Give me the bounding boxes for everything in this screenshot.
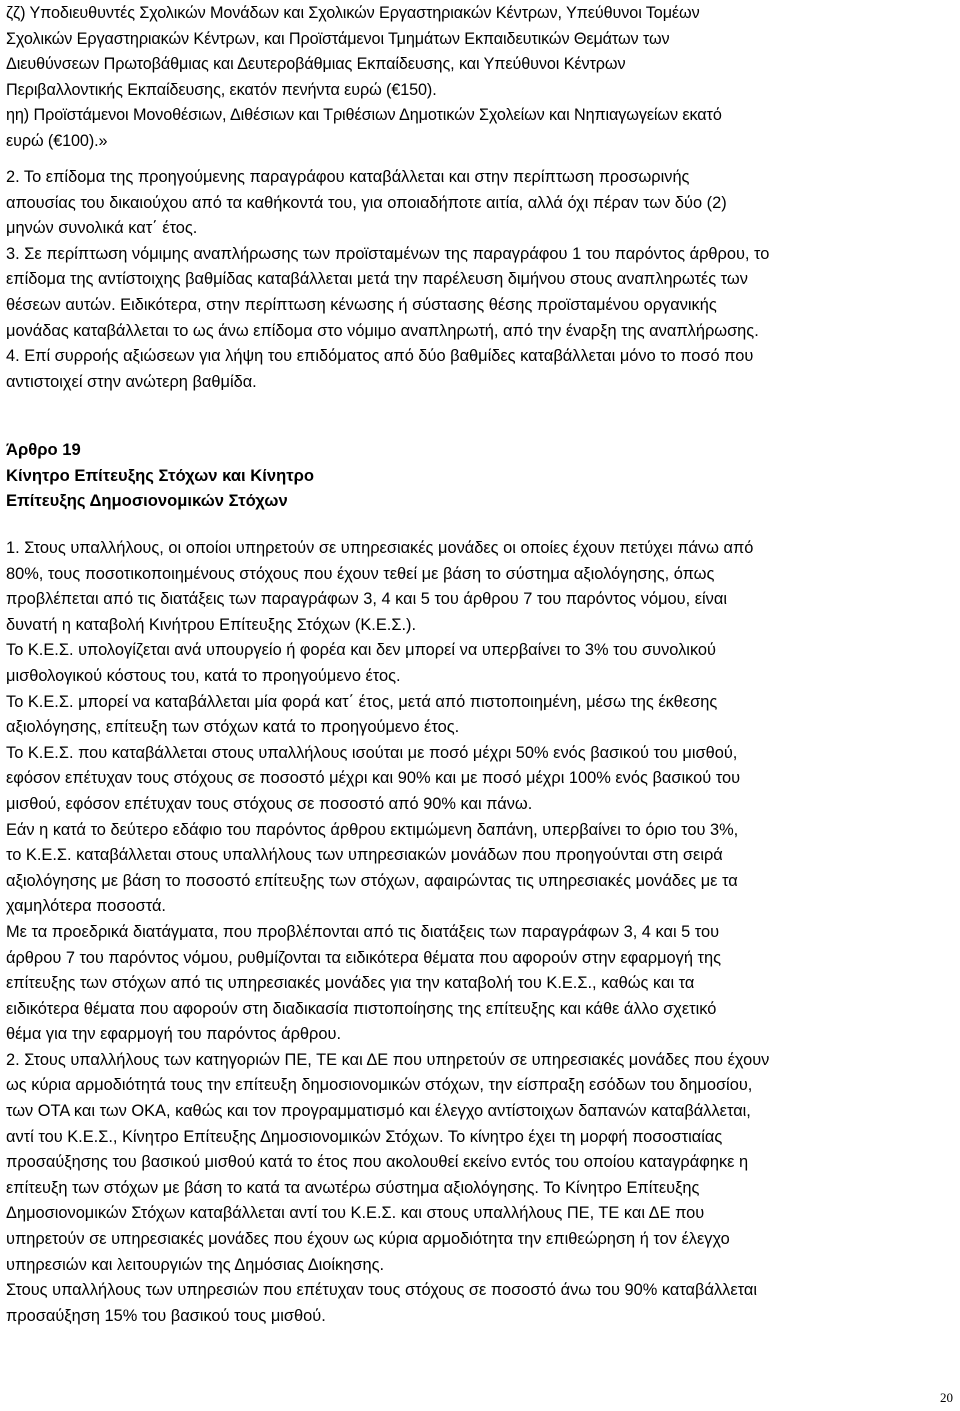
page-number: 20 xyxy=(940,1390,953,1405)
text-line: επίτευξη των στόχων με βάση το κατά τα ανωτέρω σύστημα αξιολόγησης. Το Κίνητρο Επίτευξης xyxy=(6,1178,700,1197)
intro-text xyxy=(6,1,956,155)
text-line: απουσίας του δικαιούχου από τα καθήκοντά του, για οποιαδήποτε αιτία, αλλά όχι πέραν των δύο (2) xyxy=(6,193,727,212)
text-line: Δημοσιονομικών Στόχων καταβάλλεται αντί του Κ.Ε.Σ. και στους υπαλλήλους ΠΕ, ΤΕ και ΔΕ που xyxy=(6,1204,705,1223)
text-line: 80%, τους ποσοτικοποιημένους στόχους που έχουν τεθεί με βάση το σύστημα αξιολόγησης, όπως xyxy=(6,564,715,583)
article-heading xyxy=(6,437,956,514)
text-line: Περιβαλλοντικής Εκπαίδευσης, εκατόν πενήντα ευρώ (€150). xyxy=(6,80,437,99)
text-line: δυνατή η καταβολή Κινήτρου Επίτευξης Στόχων (Κ.Ε.Σ.). xyxy=(6,615,417,634)
text-line: προσαύξηση 15% του βασικού τους μισθού. xyxy=(6,1306,326,1325)
text-line: ηη) Προϊστάμενοι Μονοθέσιων, Διθέσιων και Τριθέσιων Δημοτικών Σχολείων και Νηπιαγωγείων εκατό xyxy=(6,106,722,125)
text-line: μισθού, εφόσον επέτυχαν τους στόχους σε ποσοστό από 90% και πάνω. xyxy=(6,794,533,813)
text-line: Το Κ.Ε.Σ. υπολογίζεται ανά υπουργείο ή φορέα και δεν μπορεί να υπερβαίνει το 3% του συνολικού xyxy=(6,641,717,660)
text-line: 1. Στους υπαλλήλους, οι οποίοι υπηρετούν σε υπηρεσιακές μονάδες οι οποίες έχουν πετύχει πάνω από xyxy=(6,539,754,557)
text-line: το Κ.Ε.Σ. καταβάλλεται στους υπαλλήλους των υπηρεσιακών μονάδων που προηγούνται στη σειρά xyxy=(6,846,723,865)
text-line: 4. Επί συρροής αξιώσεων για λήψη του επιδόματος από δύο βαθμίδες καταβάλλεται μόνο το ποσό που xyxy=(6,347,754,366)
text-line: ως κύρια αρμοδιότητά τους την επίτευξη δημοσιονομικών στόχων, την είσπραξη εσόδων του δημοσίου, xyxy=(6,1076,753,1095)
text-line: θέμα για την εφαρμογή του παρόντος άρθρου. xyxy=(6,1025,342,1044)
text-line: επίτευξης των στόχων από τις υπηρεσιακές μονάδες για την καταβολή του Κ.Ε.Σ., καθώς και τα xyxy=(6,974,695,993)
text-line: Σχολικών Εργαστηριακών Κέντρων, και Προϊστάμενοι Τμημάτων Εκπαιδευτικών Θεμάτων των xyxy=(6,29,670,48)
article-title-line: Κίνητρο Επίτευξης Στόχων και Κίνητρο xyxy=(6,465,315,485)
article-title-line: Επίτευξης Δημοσιονομικών Στόχων xyxy=(6,491,288,511)
article-number: Άρθρο 19 xyxy=(6,440,81,459)
text-line: αξιολόγησης με βάση το ποσοστό επίτευξης των στόχων, αφαιρώντας τις υπηρεσιακές μονάδες με τα xyxy=(6,871,738,890)
text-line: Το Κ.Ε.Σ. μπορεί να καταβάλλεται μία φορά κατ΄ έτος, μετά από πιστοποιημένη, μέσω της έκθεσης xyxy=(6,692,718,711)
text-line: άρθρου 7 του παρόντος νόμου, ρυθμίζονται τα ειδικότερα θέματα που αφορούν στην εφαρμογή της xyxy=(6,948,721,967)
text-line: ζζ) Υποδιευθυντές Σχολικών Μονάδων και Σχολικών Εργαστηριακών Κέντρων, Υπεύθυνοι Τομέων xyxy=(6,4,700,22)
text-line: επίδομα της αντίστοιχης βαθμίδας καταβάλλεται μετά την παρέλευση διμήνου στους αναπληρωτές των xyxy=(6,270,748,289)
text-line: ευρώ (€100).» xyxy=(6,131,108,150)
text-line: Εάν η κατά το δεύτερο εδάφιο του παρόντος άρθρου εκτιμώμενη δαπάνη, υπερβαίνει το όριο του 3%, xyxy=(6,820,739,839)
text-line: υπηρεσιών και λειτουργιών της Δημόσιας Διοίκησης. xyxy=(6,1255,385,1274)
article-body xyxy=(6,536,956,1329)
text-line: μισθολογικού κόστους του, κατά το προηγούμενο έτος. xyxy=(6,666,401,685)
text-line: ειδικότερα θέματα που αφορούν στη διαδικασία πιστοποίησης της επίτευξης και κάθε άλλο σχετικό xyxy=(6,999,717,1018)
text-line: Στους υπαλλήλους των υπηρεσιών που επέτυχαν τους στόχους σε ποσοστό άνω του 90% καταβάλλεται xyxy=(6,1281,757,1300)
text-line: αντί του Κ.Ε.Σ., Κίνητρο Επίτευξης Δημοσιονομικών Στόχων. Το κίνητρο έχει τη μορφή ποσοστιαίας xyxy=(6,1127,723,1146)
text-line: χαμηλότερα ποσοστά. xyxy=(6,897,166,916)
paragraphs-2-4 xyxy=(6,165,956,395)
text-line: Το Κ.Ε.Σ. που καταβάλλεται στους υπαλλήλους ισούται με ποσό μέχρι 50% ενός βασικού του μισθού, xyxy=(6,743,738,762)
text-line: αντιστοιχεί στην ανώτερη βαθμίδα. xyxy=(6,372,257,391)
text-line: αξιολόγησης, επίτευξη των στόχων κατά το προηγούμενο έτος. xyxy=(6,718,460,737)
text-line: υπηρετούν σε υπηρεσιακές μονάδες που έχουν ως κύρια αρμοδιότητα την επιθεώρηση ή τον έλεγχο xyxy=(6,1230,730,1249)
text-line: των ΟΤΑ και των ΟΚΑ, καθώς και τον προγραμματισμό και έλεγχο αντίστοιχων δαπανών καταβάλλεται, xyxy=(6,1102,751,1121)
text-line: προβλέπεται από τις διατάξεις των παραγράφων 3, 4 και 5 του άρθρου 7 του παρόντος νόμου, είναι xyxy=(6,590,727,609)
text-line: 2. Στους υπαλλήλους των κατηγοριών ΠΕ, ΤΕ και ΔΕ που υπηρετούν σε υπηρεσιακές μονάδες που έχουν xyxy=(6,1050,770,1069)
text-line: θέσεων αυτών. Ειδικότερα, στην περίπτωση κένωσης ή σύστασης θέσης προϊσταμένου οργανικής xyxy=(6,295,717,314)
text-line: μονάδας καταβάλλεται το ως άνω επίδομα στο νόμιμο αναπληρωτή, από την έναρξη της αναπλήρωσης. xyxy=(6,321,759,340)
text-line: εφόσον επέτυχαν τους στόχους σε ποσοστό μέχρι και 90% και με ποσό μέχρι 100% ενός βασικού του xyxy=(6,769,741,788)
text-line: 2. Το επίδομα της προηγούμενης παραγράφου καταβάλλεται και στην περίπτωση προσωρινής xyxy=(6,168,690,186)
text-line: 3. Σε περίπτωση νόμιμης αναπλήρωσης των προϊσταμένων της παραγράφου 1 του παρόντος άρθρου, το xyxy=(6,244,770,263)
text-line: Με τα προεδρικά διατάγματα, που προβλέπονται από τις διατάξεις των παραγράφων 3, 4 και 5 του xyxy=(6,922,720,941)
text-line: προσαύξησης του βασικού μισθού κατά το έτος που ακολουθεί εκείνο εντός του οποίου καταγράφηκε η xyxy=(6,1153,749,1172)
text-line: Διευθύνσεων Πρωτοβάθμιας και Δευτεροβάθμιας Εκπαίδευσης, και Υπεύθυνοι Κέντρων xyxy=(6,55,626,74)
text-line: μηνών συνολικά κατ΄ έτος. xyxy=(6,219,198,238)
